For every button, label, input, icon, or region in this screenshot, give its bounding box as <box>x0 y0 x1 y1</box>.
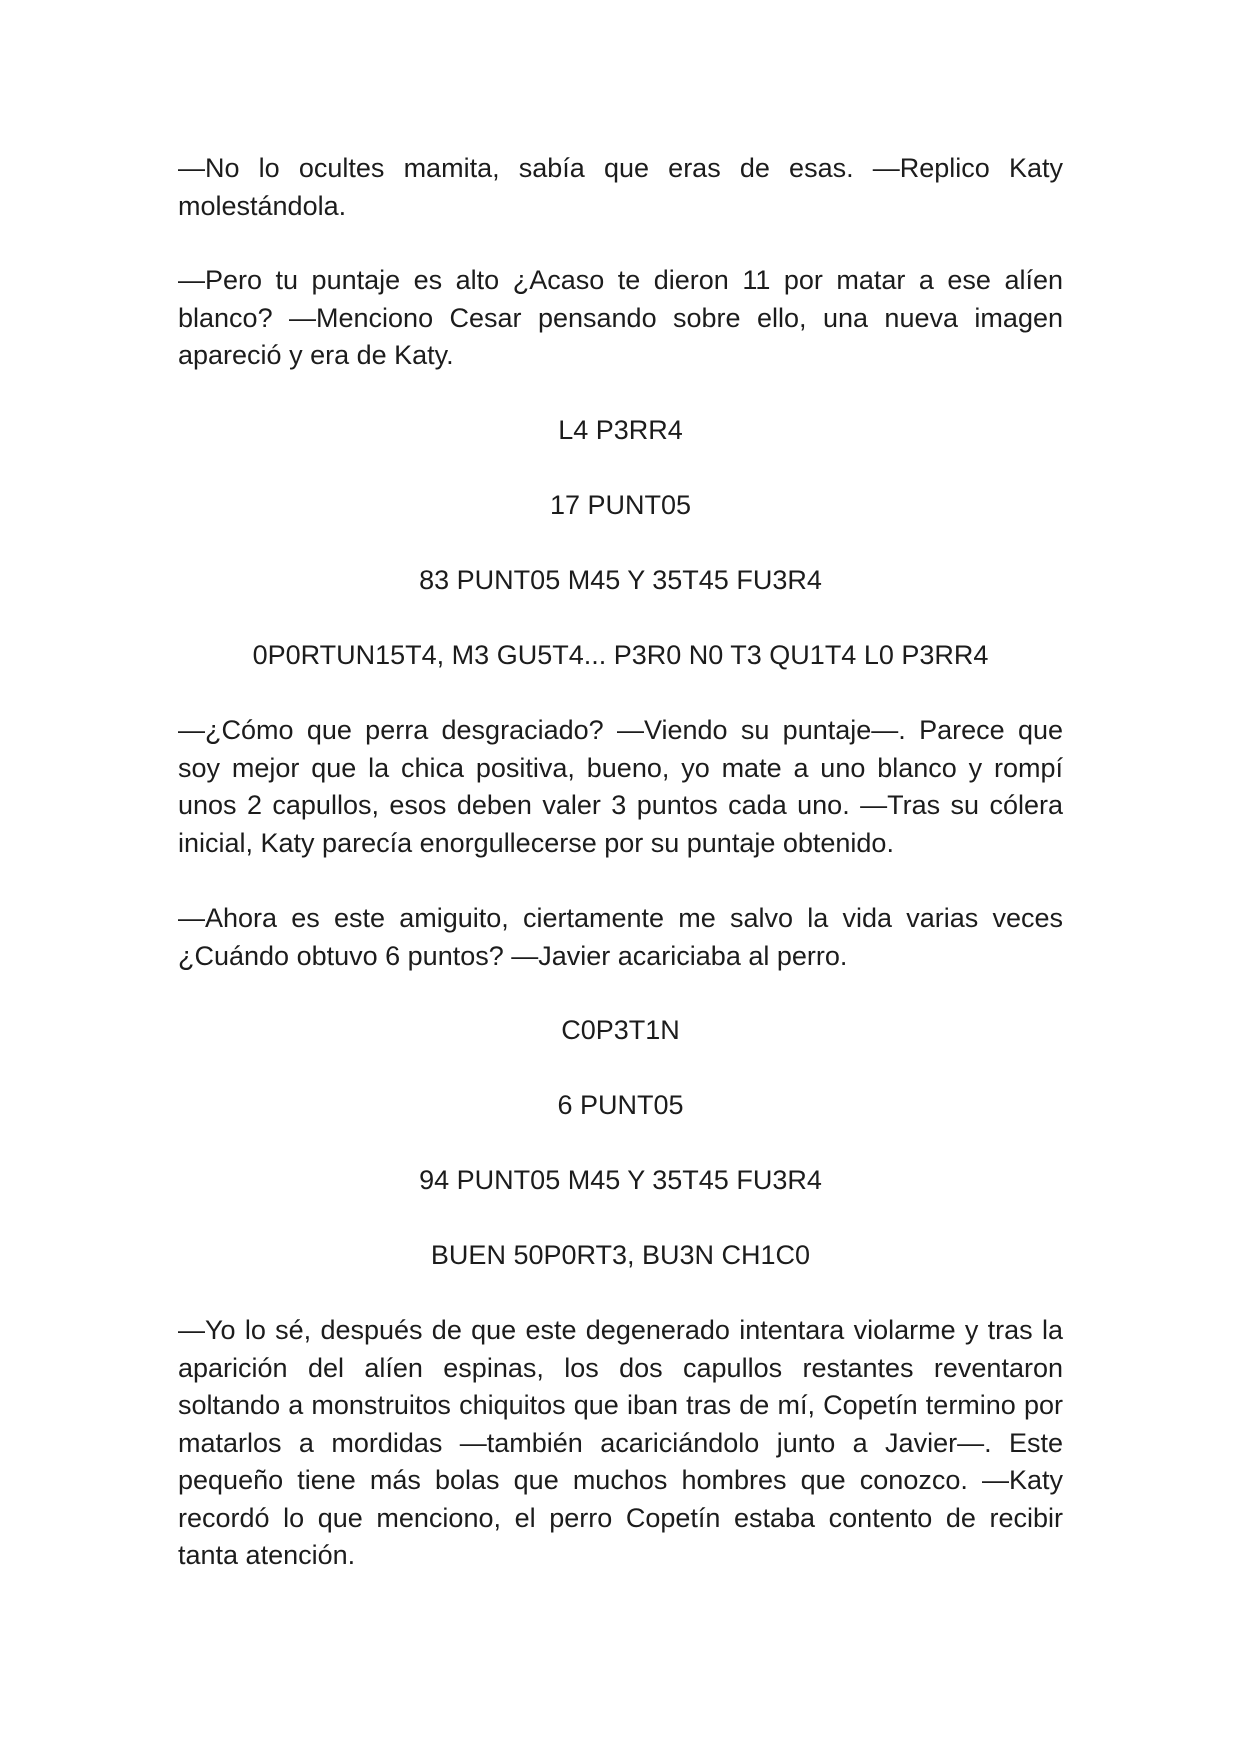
score-remaining-katy: 83 PUNT05 M45 Y 35T45 FU3R4 <box>419 565 822 595</box>
score-comment-katy: 0P0RTUN15T4, M3 GU5T4... P3R0 N0 T3 QU1T4 L0 P3RR4 <box>252 640 989 670</box>
score-remaining-copetin: 94 PUNT05 M45 Y 35T45 FU3R4 <box>419 1165 822 1195</box>
paragraph-javier-perro: —Ahora es este amiguito, ciertamente me salvo la vida varias veces ¿Cuándo obtuvo 6 puntos? —Javier acariciaba al perro. <box>178 903 1063 971</box>
score-comment-copetin: BUEN 50P0RT3, BU3N CH1C0 <box>430 1240 811 1270</box>
paragraph-cesar-pregunta: —Pero tu puntaje es alto ¿Acaso te dieron 11 por matar a ese alíen blanco? —Menciono Cesar pensando sobre ello, una nueva imagen apareció y era de Katy. <box>178 265 1063 370</box>
paragraph-katy-reaccion: —¿Cómo que perra desgraciado? —Viendo su puntaje—. Parece que soy mejor que la chica positiva, bueno, yo mate a uno blanco y rompí unos 2 capullos, esos deben valer 3 puntos cada uno. —Tras su cólera inicial, Katy parecía enorgullecerse por su puntaje obtenido. <box>178 715 1063 858</box>
score-name-copetin: C0P3T1N <box>561 1015 680 1045</box>
score-points-copetin: 6 PUNT05 <box>557 1090 684 1120</box>
paragraph-katy-replica: —No lo ocultes mamita, sabía que eras de esas. —Replico Katy molestándola. <box>178 153 1063 221</box>
score-points-katy: 17 PUNT05 <box>549 490 692 520</box>
score-name-katy: L4 P3RR4 <box>558 415 683 445</box>
paragraph-katy-recuerdo: —Yo lo sé, después de que este degenerado intentara violarme y tras la aparición del alíen espinas, los dos capullos restantes reventaron soltando a monstruitos chiquitos que iban tras de mí, Copetín termino por matarlos a mordidas —también acariciándolo junto a Javier—. Este pequeño tiene más bolas que muchos hombres que conozco. —Katy recordó lo que menciono, el perro Copetín estaba contento de recibir tanta atención. <box>178 1315 1063 1570</box>
